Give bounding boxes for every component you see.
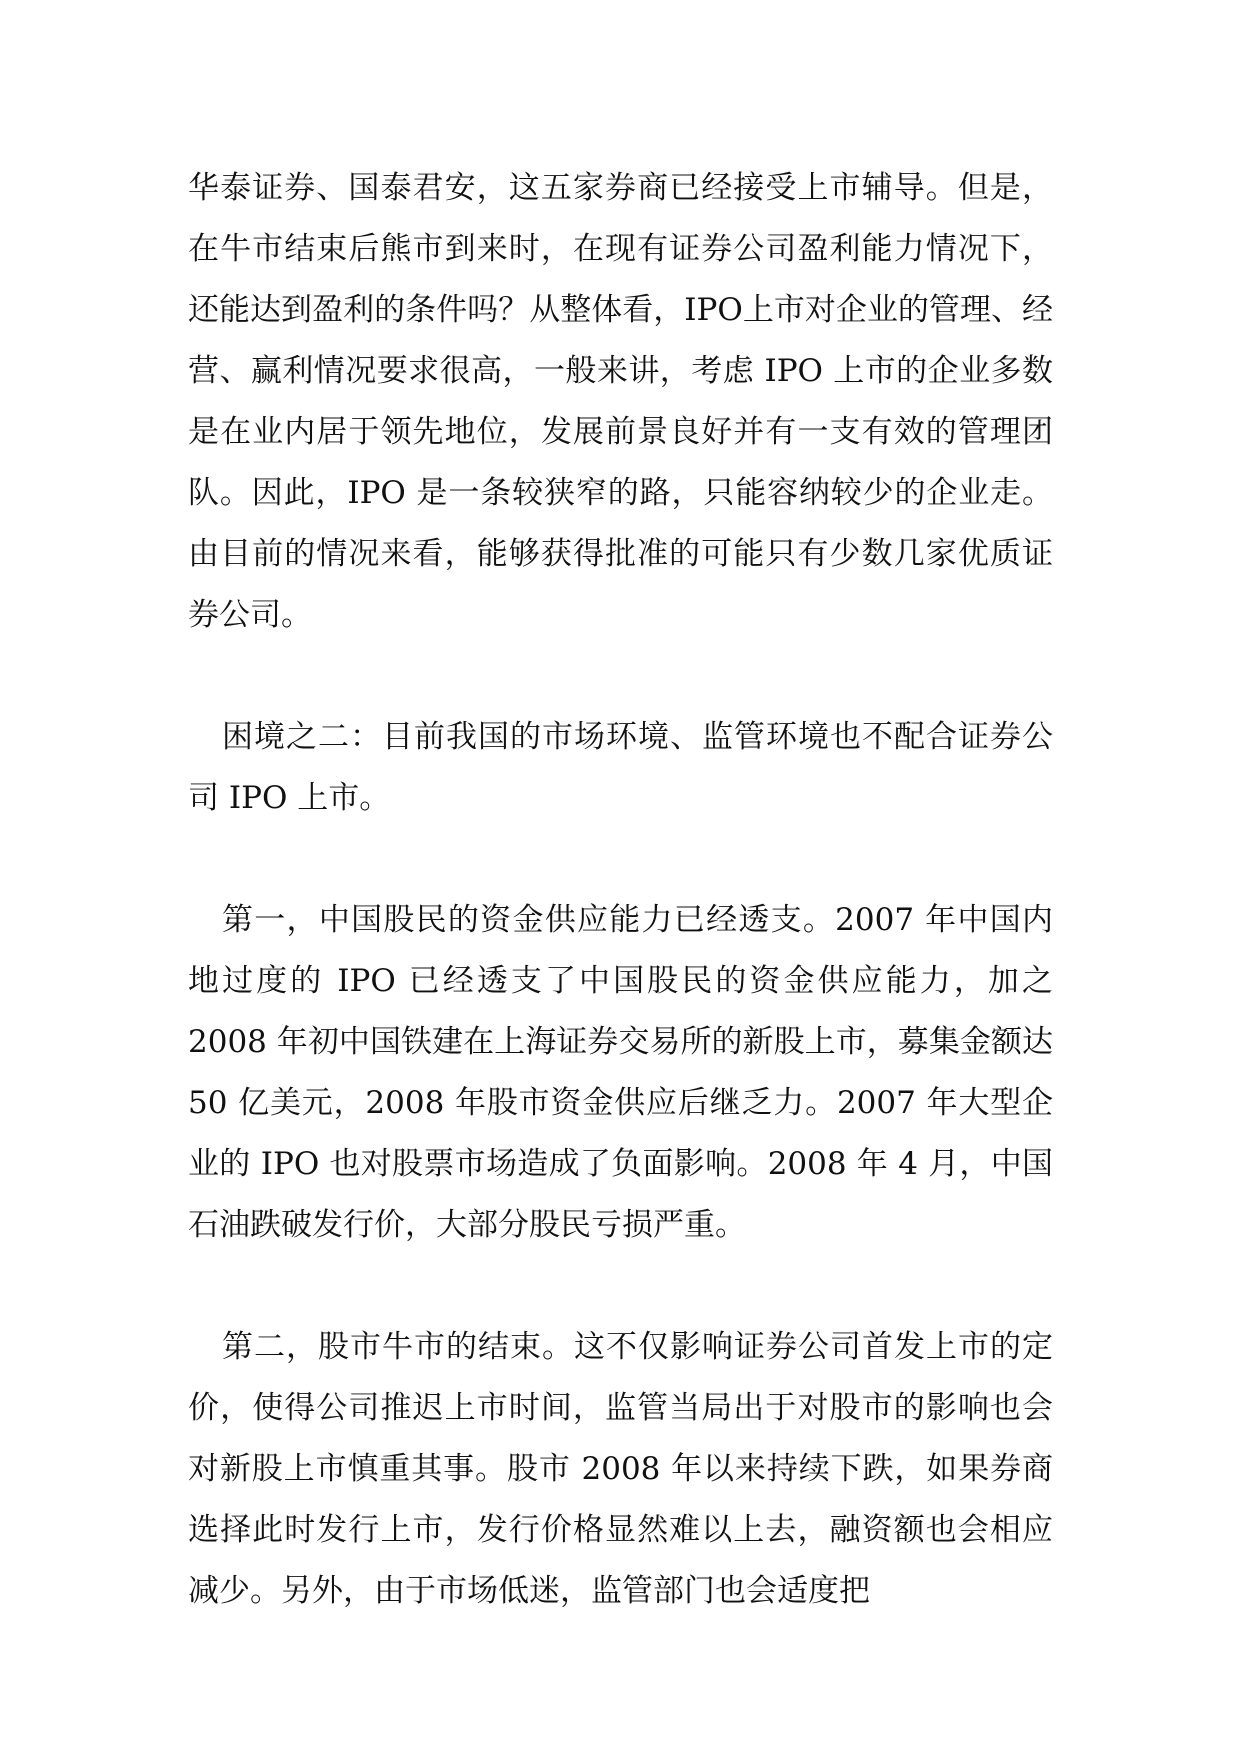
paragraph-gap [188, 646, 1053, 707]
document-body [188, 158, 1053, 1622]
paragraph-point-one: 第一，中国股民的资金供应能力已经透支。2007 年中国内地过度的 IPO 已经透支了中国股民的资金供应能力，加之 2008 年初中国铁建在上海证券交易所的新股上市，募集金额达 50 亿美元，2008 年股市资金供应后继乏力。2007 年大型企业的 IPO 也对股票市场造成了负面影响。2008 年 4 月，中国石油跌破发行价，大部分股民亏损严重。 [188, 902, 1053, 1243]
paragraph-securities-listing: 华泰证券、国泰君安，这五家券商已经接受上市辅导。但是，在牛市结束后熊市到来时，在现有证券公司盈利能力情况下，还能达到盈利的条件吗？从整体看，IPO上市对企业的管理、经营、赢利情况要求很高，一般来讲，考虑 IPO 上市的企业多数是在业内居于领先地位，发展前景良好并有一支有效的管理团队。因此，IPO 是一条较狭窄的路，只能容纳较少的企业走。由目前的情况来看，能够获得批准的可能只有少数几家优质证券公司。 [188, 170, 1053, 633]
paragraph-point-two: 第二，股市牛市的结束。这不仅影响证券公司首发上市的定价，使得公司推迟上市时间，监管当局出于对股市的影响也会对新股上市慎重其事。股市 2008 年以来持续下跌，如果券商选择此时发行上市，发行价格显然难以上去，融资额也会相应减少。另外，由于市场低迷，监管部门也会适度把 [188, 1329, 1053, 1609]
paragraph-gap [188, 829, 1053, 890]
paragraph-dilemma-two: 困境之二：目前我国的市场环境、监管环境也不配合证券公司 IPO 上市。 [188, 719, 1053, 816]
paragraph-gap [188, 1256, 1053, 1317]
